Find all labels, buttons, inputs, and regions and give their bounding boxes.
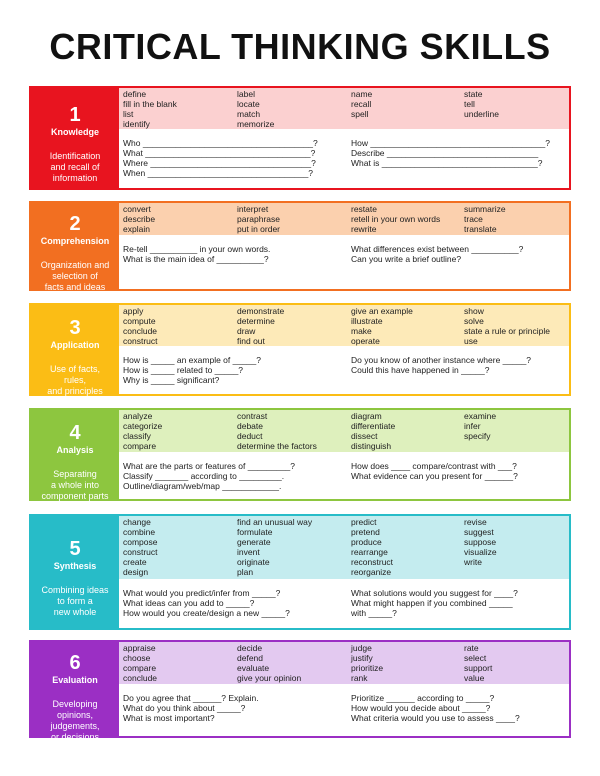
question-stem: What do you think about _____?: [123, 703, 246, 713]
page-title: CRITICAL THINKING SKILLS: [49, 26, 551, 67]
keyword: match: [237, 109, 261, 119]
question-stem: What is _________________________________?: [351, 158, 543, 168]
section-label: [31, 305, 119, 394]
keyword: paraphrase: [237, 214, 281, 224]
keyword: reorganize: [351, 567, 392, 577]
keyword: translate: [464, 224, 497, 234]
description-line: Combining ideas: [41, 585, 109, 595]
keyword: analyze: [123, 411, 153, 421]
question-stem: How does ____ compare/contrast with ___?: [351, 461, 517, 471]
keyword-column: [237, 204, 280, 234]
question-stem: What is most important?: [123, 713, 215, 723]
section-analysis: [29, 408, 571, 501]
question-stems-left: [123, 355, 261, 385]
keyword: reconstruct: [351, 557, 394, 567]
keyword: give an example: [351, 306, 413, 316]
keyword: rate: [464, 643, 479, 653]
keyword-column: [351, 411, 395, 451]
section-number: 3: [69, 317, 81, 339]
keyword: compute: [123, 316, 156, 326]
question-stem: Do you know of another instance where _____?: [351, 355, 532, 365]
description-line: and recall of: [50, 162, 100, 172]
keyword-column: [237, 89, 274, 129]
section-synthesis: [29, 514, 571, 630]
question-stem: What criteria would you use to assess ____?: [351, 713, 520, 723]
keyword-column: [123, 517, 158, 577]
keyword: rewrite: [351, 224, 377, 234]
keyword: debate: [237, 421, 263, 431]
description-line: facts and ideas: [44, 282, 106, 292]
description-line: rules,: [63, 375, 86, 385]
keyword-column: [464, 306, 550, 346]
keyword: interpret: [237, 204, 269, 214]
keyword: choose: [123, 653, 151, 663]
keyword-band: [119, 88, 569, 129]
keyword: determine the factors: [237, 441, 317, 451]
keyword-column: [464, 411, 496, 441]
keyword: list: [123, 109, 134, 119]
keyword: trace: [464, 214, 483, 224]
keyword: compare: [123, 663, 157, 673]
description-line: to form a: [57, 596, 93, 606]
keyword: originate: [237, 557, 270, 567]
question-stems-left: [123, 588, 290, 618]
keyword: predict: [351, 517, 377, 527]
question-stem: Re-tell __________ in your own words.: [123, 244, 271, 254]
keyword: state: [464, 89, 483, 99]
keyword: formulate: [237, 527, 273, 537]
question-stem: Do you agree that ______? Explain.: [123, 693, 259, 703]
question-stem: Could this have happened in _____?: [351, 365, 490, 375]
keyword: label: [237, 89, 255, 99]
question-stem: What ideas can you add to _____?: [123, 598, 255, 608]
section-description: [31, 585, 119, 618]
keyword: construct: [123, 547, 158, 557]
keyword: state a rule or principle: [464, 326, 550, 336]
section-number: 5: [69, 538, 81, 560]
description-line: Identification: [49, 151, 101, 161]
keyword-column: [464, 643, 492, 683]
keyword-column: [351, 89, 372, 119]
keyword: apply: [123, 306, 144, 316]
description-line: and principles: [47, 386, 103, 396]
keyword: revise: [464, 517, 487, 527]
question-stem: How would you create/design a new _____?: [123, 608, 290, 618]
question-stems-right: [351, 355, 531, 375]
section-comprehension: [29, 201, 571, 291]
question-stems-right: [351, 138, 550, 168]
question-stem: What differences exist between __________?: [351, 244, 524, 254]
question-stem: What might happen if you combined _____: [351, 598, 513, 608]
keyword: design: [123, 567, 149, 577]
keyword: categorize: [123, 421, 163, 431]
question-stem: Describe ________________________________: [351, 148, 539, 158]
keyword-band: [119, 203, 569, 235]
question-stem: What are the parts or features of _________?: [123, 461, 296, 471]
question-stem: Where __________________________________?: [123, 158, 316, 168]
keyword: recall: [351, 99, 372, 109]
section-label-content: [31, 410, 119, 502]
keyword: plan: [237, 567, 254, 577]
keyword: find an unusual way: [237, 517, 313, 527]
question-stem: What would you predict/infer from _____?: [123, 588, 281, 598]
section-label-content: [31, 516, 119, 618]
keyword-column: [237, 517, 312, 577]
question-stem: What evidence can you present for ______?: [351, 471, 518, 481]
question-stem: Prioritize ______ according to _____?: [351, 693, 495, 703]
question-stem: Why is _____ significant?: [123, 375, 220, 385]
keyword: tell: [464, 99, 475, 109]
description-line: information: [52, 173, 98, 183]
section-name: Comprehension: [40, 236, 110, 246]
keyword-band: [119, 305, 569, 346]
section-label-content: [31, 88, 119, 184]
keyword-column: [123, 306, 158, 346]
question-stems-left: [123, 461, 295, 491]
keyword: explain: [123, 224, 150, 234]
keyword: spell: [351, 109, 369, 119]
section-label: [31, 88, 119, 188]
section-evaluation: [29, 640, 571, 742]
keyword: conclude: [123, 326, 158, 336]
keyword: suppose: [464, 537, 497, 547]
keyword: examine: [464, 411, 497, 421]
keyword-column: [351, 643, 383, 683]
keyword: appraise: [123, 643, 156, 653]
question-stem: What solutions would you suggest for ____?: [351, 588, 518, 598]
keyword: contrast: [237, 411, 268, 421]
keyword: deduct: [237, 431, 263, 441]
section-label: [31, 642, 119, 742]
keyword: use: [464, 336, 478, 346]
keyword: determine: [237, 316, 275, 326]
section-number: 2: [69, 213, 81, 235]
section-label: [31, 410, 119, 499]
section-name: Knowledge: [50, 127, 99, 137]
section-description: [31, 469, 119, 502]
keyword: compose: [123, 537, 158, 547]
keyword: construct: [123, 336, 158, 346]
section-name: Analysis: [56, 445, 94, 455]
keyword: retell in your own words: [351, 214, 441, 224]
question-stem: Can you write a brief outline?: [351, 254, 462, 264]
keyword: demonstrate: [237, 306, 285, 316]
question-stems-right: [351, 244, 523, 264]
keyword: draw: [237, 326, 256, 336]
section-label-content: [31, 203, 119, 293]
keyword: differentiate: [351, 421, 396, 431]
keyword: pretend: [351, 527, 380, 537]
keyword-column: [123, 204, 155, 234]
question-stems-left: [123, 244, 270, 264]
keyword: give your opinion: [237, 673, 302, 683]
keyword: create: [123, 557, 147, 567]
question-stem: How is _____ an example of _____?: [123, 355, 261, 365]
description-line: judgements,: [50, 721, 100, 731]
keyword: evaluate: [237, 663, 270, 673]
section-description: [31, 699, 119, 743]
description-line: a whole into: [50, 480, 100, 490]
section-name: Evaluation: [52, 675, 98, 685]
keyword: define: [123, 89, 147, 99]
keyword: produce: [351, 537, 382, 547]
keyword: identify: [123, 119, 150, 129]
keyword-column: [464, 204, 506, 234]
keyword: diagram: [351, 411, 382, 421]
keyword: fill in the blank: [123, 99, 177, 109]
description-line: selection of: [52, 271, 98, 281]
keyword: name: [351, 89, 373, 99]
keyword: generate: [237, 537, 271, 547]
keyword: put in order: [237, 224, 280, 234]
section-number: 4: [69, 422, 81, 444]
keyword: rearrange: [351, 547, 388, 557]
keyword-column: [123, 89, 177, 129]
keyword: dissect: [351, 431, 378, 441]
keyword: combine: [123, 527, 156, 537]
description-line: Developing: [52, 699, 98, 709]
keyword: judge: [351, 643, 372, 653]
keyword-column: [237, 643, 301, 683]
section-label: [31, 516, 119, 628]
question-stem: How _____________________________________?: [351, 138, 551, 148]
question-stems-left: [123, 693, 259, 723]
description-line: Use of facts,: [49, 364, 101, 374]
keyword: show: [464, 306, 484, 316]
keyword: invent: [237, 547, 260, 557]
keyword: locate: [237, 99, 260, 109]
question-stem: Who ____________________________________?: [123, 138, 318, 148]
section-description: [31, 364, 119, 397]
section-label-content: [31, 642, 119, 743]
keyword: infer: [464, 421, 481, 431]
question-stems-right: [351, 461, 518, 481]
keyword: convert: [123, 204, 151, 214]
keyword: distinguish: [351, 441, 392, 451]
keyword-band: [119, 642, 569, 684]
section-number: 6: [69, 652, 81, 674]
keyword-column: [464, 517, 497, 567]
keyword: select: [464, 653, 487, 663]
description-line: new whole: [53, 607, 97, 617]
keyword: compare: [123, 441, 157, 451]
keyword: illustrate: [351, 316, 383, 326]
keyword: decide: [237, 643, 263, 653]
question-stem: What is the main idea of __________?: [123, 254, 269, 264]
keyword-column: [123, 643, 157, 683]
keyword: underline: [464, 109, 499, 119]
keyword: rank: [351, 673, 368, 683]
keyword: solve: [464, 316, 484, 326]
keyword: justify: [351, 653, 373, 663]
keyword-column: [351, 204, 440, 234]
question-stem: with _____?: [351, 608, 397, 618]
question-stems-left: [123, 138, 318, 178]
question-stem: Classify _______ according to _________.: [123, 471, 285, 481]
keyword: support: [464, 663, 493, 673]
question-stems-right: [351, 693, 520, 723]
keyword: operate: [351, 336, 380, 346]
description-line: opinions,: [56, 710, 94, 720]
description-line: Separating: [53, 469, 97, 479]
keyword: visualize: [464, 547, 497, 557]
keyword: memorize: [237, 119, 275, 129]
keyword-column: [237, 306, 284, 346]
keyword: classify: [123, 431, 151, 441]
section-application: [29, 303, 571, 396]
section-number: 1: [69, 104, 81, 126]
keyword: write: [464, 557, 482, 567]
keyword: defend: [237, 653, 263, 663]
section-description: [31, 151, 119, 184]
keyword: conclude: [123, 673, 158, 683]
keyword: specify: [464, 431, 491, 441]
description-line: component parts: [41, 491, 109, 501]
section-name: Synthesis: [53, 561, 97, 571]
keyword: change: [123, 517, 151, 527]
keyword: restate: [351, 204, 377, 214]
keyword-column: [351, 306, 413, 346]
section-name: Application: [50, 340, 100, 350]
keyword: prioritize: [351, 663, 384, 673]
question-stem: What ___________________________________?: [123, 148, 316, 158]
keyword: summarize: [464, 204, 506, 214]
question-stem: How would you decide about _____?: [351, 703, 491, 713]
question-stem: How is _____ related to _____?: [123, 365, 244, 375]
keyword-band: [119, 410, 569, 452]
question-stems-right: [351, 588, 518, 618]
keyword-column: [464, 89, 499, 119]
description-line: Organization and: [40, 260, 110, 270]
section-description: [31, 260, 119, 293]
keyword: find out: [237, 336, 265, 346]
keyword-column: [123, 411, 162, 451]
question-stem: Outline/diagram/web/map ____________.: [123, 481, 282, 491]
keyword-column: [237, 411, 317, 451]
section-label-content: [31, 305, 119, 397]
keyword: suggest: [464, 527, 494, 537]
section-label: [31, 203, 119, 292]
keyword: make: [351, 326, 372, 336]
keyword-column: [351, 517, 393, 577]
keyword: describe: [123, 214, 156, 224]
question-stem: When __________________________________?: [123, 168, 314, 178]
keyword: value: [464, 673, 485, 683]
keyword-band: [119, 516, 569, 579]
description-line: or decisions: [50, 732, 100, 742]
section-knowledge: [29, 86, 571, 190]
